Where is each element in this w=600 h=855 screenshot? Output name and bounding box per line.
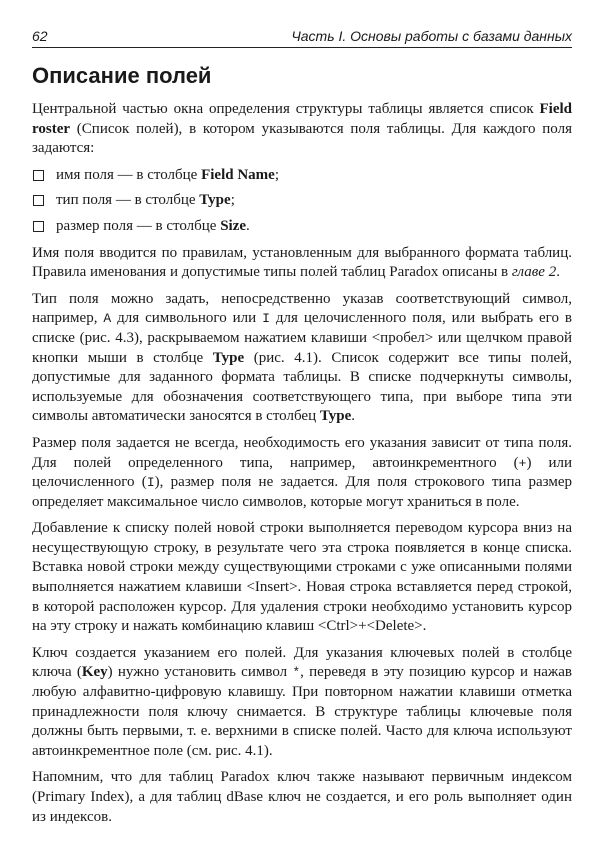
- running-header: [32, 22, 572, 48]
- paragraph-field-roster: Центральной частью окна определения структуры таблицы является список Field roster (Список полей), в котором указываются поля таблицы. Для каждого поля задаются:: [32, 101, 572, 157]
- header-rule: [32, 47, 572, 48]
- body-text: [32, 100, 572, 834]
- section-title: Описание полей: [32, 63, 212, 88]
- checkbox-bullet-icon: [33, 221, 44, 232]
- type-symbol: I: [262, 311, 270, 327]
- type-symbol: A: [103, 311, 112, 327]
- paragraph-key: Ключ создается указанием его полей. Для указания ключевых полей в столбце ключа (Key) нужно установить символ *, переведя в эту позицию курсор и нажав любую алфавитно-цифровую клавишу. При повторном нажатии клавиши отметка принадлежности поля ключу снимается. В структуре таблицы ключевые поля должны быть первыми, т. е. верхними в списке полей. Часто для ключа используют автоинкрементное поле (см. рис. 4.1).: [32, 644, 573, 759]
- chapter-reference: главе 2: [511, 264, 557, 281]
- key-symbol: *: [292, 665, 301, 681]
- list-item: размер поля — в столбце Size.: [32, 217, 572, 237]
- part-title: Часть I. Основы работы с базами данных: [291, 28, 572, 44]
- field-roster-term: Field roster: [32, 101, 572, 137]
- type-symbol: +: [518, 455, 527, 471]
- type-symbol: I: [146, 475, 155, 491]
- list-item: имя поля — в столбце Field Name;: [32, 166, 572, 186]
- paragraph-field-type: Тип поля можно задать, непосредственно указав соответствующий символ, например, A для символьного или I для целочисленного поля, или выбрать его в списке (рис. 4.3), раскрываемом нажатием клавиши <пробел> или щелчком правой кнопки мыши в столбце Type (рис. 4.1). Список содержит все типы полей, допустимые для заданного формата таблицы. В списке подчеркнуты символы, используемые для обозначения соответствующего типа, при выборе типа эти символы автоматически заносятся в столбец Type.: [32, 290, 572, 425]
- paragraph-field-size: Размер поля задается не всегда, необходимость его указания зависит от типа поля. Для полей определенного типа, например, автоинкрементного (+) или целочисленного (I), размер поля не задается. Для поля строкового типа размер определяет максимальное число символов, которые могут храниться в поле.: [32, 434, 573, 510]
- page-number: 62: [32, 28, 48, 44]
- list-item: тип поля — в столбце Type;: [32, 191, 572, 211]
- field-attributes-list: [32, 166, 572, 237]
- checkbox-bullet-icon: [33, 170, 44, 181]
- paragraph-field-name: Имя поля вводится по правилам, установленным для выбранного формата таблиц. Правила именования и допустимые типы полей таблиц Paradox описаны в главе 2.: [32, 244, 572, 281]
- paragraph-primary-index: Напомним, что для таблиц Paradox ключ также называют первичным индексом (Primary Index), а для таблиц dBase ключ не создается, и его роль выполняет один из индексов.: [32, 769, 572, 825]
- checkbox-bullet-icon: [33, 195, 44, 206]
- paragraph-add-rows: Добавление к списку полей новой строки выполняется переводом курсора вниз на несуществующую строку, в результате чего эта строка появляется в конце списка. Вставка новой строки между существующими строками с уже описанными полями выполняется нажатием клавиши <Insert>. Новая строка вставляется перед строкой, в которой расположен курсор. Для удаления строки необходимо установить курсор на эту строку и нажать комбинацию клавиш <Ctrl>+<Delete>.: [32, 520, 572, 635]
